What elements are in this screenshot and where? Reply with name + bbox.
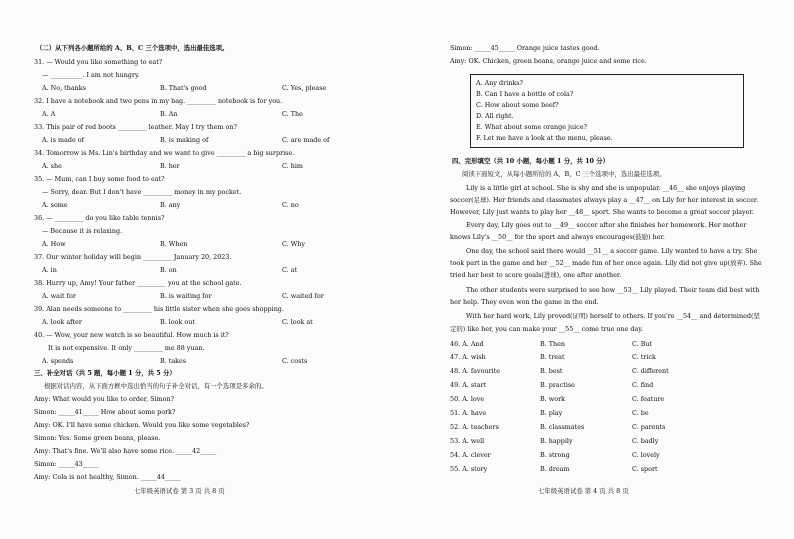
passage-line-10: her help. They even won the game in the end.	[450, 298, 599, 306]
question-38: 38. Hurry up, Amy! Your father _________ you at the school gate.	[34, 279, 242, 287]
option-55b: B. dream	[540, 465, 570, 473]
box-option-e: E. What about some orange juice?	[476, 123, 587, 131]
section3-heading: 三、补全对话（共 5 题，每小题 1 分，共 5 分）	[34, 369, 176, 377]
option-46c: C. But	[632, 340, 653, 348]
section2-heading: （二）从下列各小题所给的 A、B、C 三个选项中，选出最佳选项。	[36, 44, 229, 52]
passage-line-5: knows Lily's __50__ for the sport and always encourages(鼓励) her.	[450, 233, 665, 241]
passage-line-8: tried her best to score goals(进球), one after another.	[450, 271, 622, 279]
passage-line-1: Lily is a little girl at school. She is shy and she is unpopular. __46__ she enjoys playing	[466, 184, 746, 192]
dialogue-line-6: Simon: _____43_____	[34, 460, 99, 468]
option-36b: B. When	[160, 240, 188, 248]
option-32a: A. A	[42, 110, 56, 118]
option-49a: 49. A. start	[450, 381, 487, 389]
option-31b: B. That's good	[160, 84, 207, 92]
box-option-c: C. How about some beef?	[476, 101, 559, 109]
question-39: 39. Alan needs someone to _________ his little sister when she goes shopping.	[34, 305, 284, 313]
option-48c: C. different	[632, 367, 669, 375]
passage-line-6: One day, the school said there would __51__ a soccer game. Lily wanted to have a try. She	[466, 247, 758, 255]
option-55c: C. sport	[632, 465, 658, 473]
dialogue-line-8: Simon: _____45_____ Orange juice tastes good.	[450, 44, 600, 52]
section3-instructions: 根据对话内容，从下面方框中选出恰当的句子补全对话，有一个选项是多余的。	[44, 382, 268, 390]
dialogue-line-2: Simon: _____41_____ How about some pork?	[34, 408, 176, 416]
option-31a: A. No, thanks	[42, 84, 86, 92]
option-38a: A. wait for	[42, 292, 76, 300]
passage-line-12: 定的) like her, you can make your __55__ come true one day.	[450, 325, 644, 333]
question-31: 31. — Would you like something to eat?	[34, 58, 163, 66]
option-32c: C. The	[282, 110, 303, 118]
question-35: 35. — Mum, can I buy some food to eat?	[34, 175, 165, 183]
option-40a: A. spends	[42, 357, 74, 365]
option-47a: 47. A. wish	[450, 353, 486, 361]
dialogue-line-1: Amy: What would you like to order, Simon?	[34, 395, 175, 403]
option-34c: C. him	[282, 162, 303, 170]
passage-line-11: With her hard work, Lily proved(证明) herself to others. If you're __54__ and determined(坚	[466, 312, 760, 320]
question-36: 36. — _________ do you like table tennis?	[34, 214, 165, 222]
option-50c: C. feature	[632, 395, 665, 403]
dialogue-line-5: Amy: That's fine. We'll also have some rice. _____42_____	[34, 447, 217, 455]
option-54a: 54. A. clever	[450, 451, 491, 459]
option-48a: 48. A. favourite	[450, 367, 501, 375]
option-47c: C. trick	[632, 353, 656, 361]
option-40b: B. takes	[160, 357, 187, 365]
option-52c: C. parents	[632, 423, 666, 431]
option-34b: B. her	[160, 162, 180, 170]
option-50b: B. work	[540, 395, 566, 403]
question-33: 33. This pair of red boots _________ leather. May I try them on?	[34, 123, 237, 131]
option-49b: B. practise	[540, 381, 575, 389]
passage-line-3: However, Lily just wants to play her __48__ sport. She wants to become a great soccer player.	[450, 208, 754, 216]
option-54b: B. strong	[540, 451, 570, 459]
option-32b: B. An	[160, 110, 178, 118]
question-40: 40. — Wow, your new watch is so beautiful. How much is it?	[34, 331, 229, 339]
dialogue-line-4: Simon: Yes. Some green beans, please.	[34, 434, 161, 442]
passage-line-9: The other students were surprised to see how __53__ Lily played. Their team did best with	[466, 286, 760, 294]
option-55a: 55. A. story	[450, 465, 488, 473]
box-option-d: D. All right.	[476, 112, 514, 120]
right-page	[400, 0, 794, 539]
option-33b: B. is making of	[160, 136, 209, 144]
box-option-a: A. Any drinks?	[476, 79, 523, 87]
option-54c: C. lovely	[632, 451, 660, 459]
question-32: 32. I have a notebook and two pens in my bag. _________ notebook is for you.	[34, 97, 283, 105]
option-35c: C. no	[282, 201, 299, 209]
section4-heading: 四、完形填空（共 10 小题，每小题 1 分，共 10 分）	[452, 157, 610, 165]
question-35-line2: — Sorry, dear. But I don't have _________ money in my pocket.	[42, 188, 242, 196]
option-38c: C. waited for	[282, 292, 324, 300]
option-46b: B. Then	[540, 340, 566, 348]
option-48b: B. best	[540, 367, 563, 375]
passage-line-2: soccer(足球). Her friends and classmates always play a __47__ on Lily for her interest in soccer.	[450, 196, 759, 204]
option-35b: B. any	[160, 201, 181, 209]
box-option-b: B. Can I have a bottle of cola?	[476, 90, 574, 98]
question-36-line2: — Because it is relaxing.	[42, 227, 123, 235]
option-37b: B. on	[160, 266, 177, 274]
option-51a: 51. A. have	[450, 409, 487, 417]
dialogue-line-7: Amy: Cola is not healthy, Simon. _____44_____	[34, 473, 181, 481]
option-37a: A. in	[42, 266, 57, 274]
option-52b: B. classmates	[540, 423, 585, 431]
question-34: 34. Tomorrow is Ms. Lin's birthday and we want to give _________ a big surprise.	[34, 149, 295, 157]
option-36a: A. How	[42, 240, 66, 248]
section4-instructions: 阅读下面短文，从每小题所给的 A、B、C 三个选项中，选出最佳选项。	[462, 170, 666, 178]
option-46a: 46. A. And	[450, 340, 484, 348]
question-40-line2: It is not expensive. It only _________ me 88 yuan.	[48, 344, 205, 352]
option-39a: A. look after	[42, 318, 82, 326]
option-34a: A. she	[42, 162, 62, 170]
option-52a: 52. A. teachers	[450, 423, 499, 431]
option-53c: C. badly	[632, 437, 659, 445]
option-40c: C. costs	[282, 357, 308, 365]
option-33a: A. is made of	[42, 136, 85, 144]
option-53a: 53. A. well	[450, 437, 485, 445]
box-option-f: F. Let me have a look at the menu, please.	[476, 134, 613, 142]
passage-line-4: Every day, Lily goes out to __49__ soccer after she finishes her homework. Her mother	[466, 221, 747, 229]
option-51c: C. be	[632, 409, 649, 417]
dialogue-line-3: Amy: OK. I'll have some chicken. Would you like some vegetables?	[34, 421, 250, 429]
option-51b: B. play	[540, 409, 563, 417]
option-36c: C. Why	[282, 240, 306, 248]
question-31-line2: — __________. I am not hungry.	[42, 71, 140, 79]
option-50a: 50. A. love	[450, 395, 485, 403]
option-39c: C. look at	[282, 318, 313, 326]
page-footer-left: 七年级英语试卷 第 3 页 共 8 页	[134, 487, 225, 495]
option-49c: C. find	[632, 381, 654, 389]
option-31c: C. Yes, please	[282, 84, 327, 92]
page-footer-right: 七年级英语试卷 第 4 页 共 8 页	[538, 487, 629, 495]
question-37: 37. Our winter holiday will begin _________ January 20, 2023.	[34, 253, 232, 261]
option-37c: C. at	[282, 266, 298, 274]
option-39b: B. look out	[160, 318, 195, 326]
option-47b: B. treat	[540, 353, 565, 361]
option-35a: A. some	[42, 201, 68, 209]
option-53b: B. happily	[540, 437, 573, 445]
dialogue-line-9: Amy: OK. Chicken, green beans, orange juice and some rice.	[450, 57, 647, 65]
option-33c: C. are made of	[282, 136, 330, 144]
passage-line-7: took part in the game and her __52__ made fun of her once again. Lily did not give up(放弃). She	[450, 259, 762, 267]
option-38b: B. is waiting for	[160, 292, 212, 300]
